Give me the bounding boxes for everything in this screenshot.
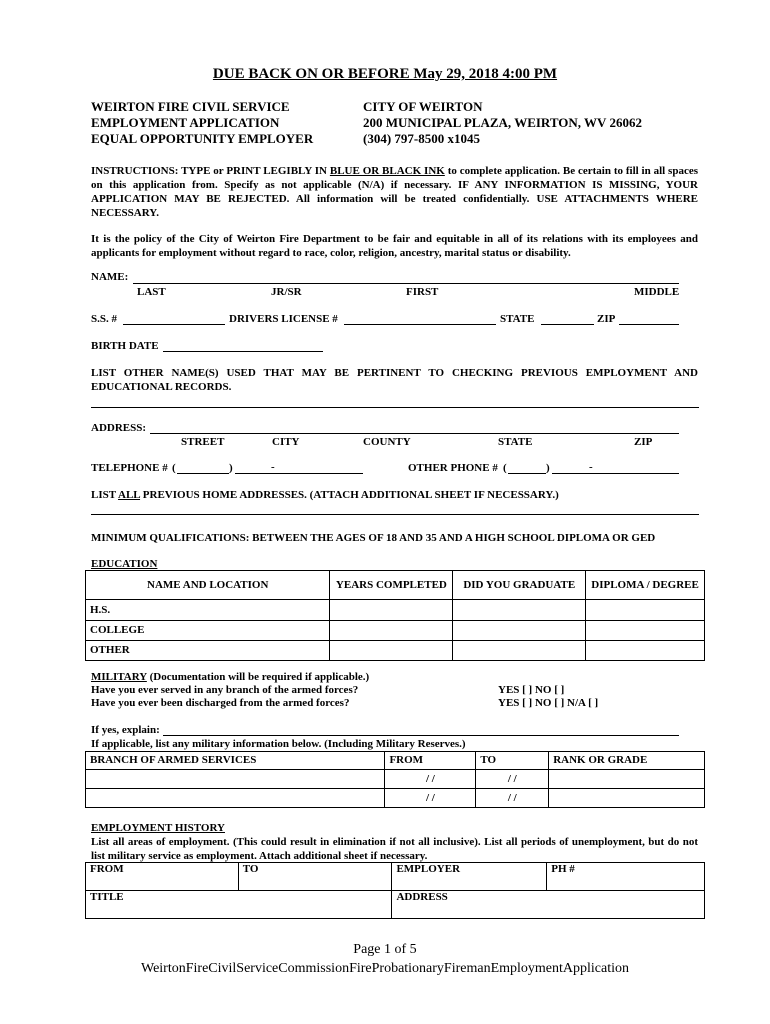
- instructions: [91, 164, 698, 220]
- education-row-label[interactable]: OTHER: [86, 641, 330, 661]
- previous-addresses-pre: LIST: [91, 489, 119, 501]
- due-date-title: DUE BACK ON OR BEFORE May 29, 2018 4:00 PM: [212, 66, 558, 82]
- employment-heading: EMPLOYMENT HISTORY: [91, 822, 225, 834]
- address-zip-caption: ZIP: [634, 436, 653, 448]
- education-cell[interactable]: [330, 641, 453, 661]
- instructions-prefix: INSTRUCTIONS: TYPE or PRINT LEGIBLY IN: [91, 165, 330, 177]
- education-cell[interactable]: [453, 641, 586, 661]
- previous-addresses-all: ALL: [118, 489, 141, 501]
- other-phone-dash: -: [589, 461, 593, 473]
- address-state-caption: STATE: [498, 436, 533, 448]
- instructions-rest: to complete application. Be certain to fill in all spaces on this application from. Specify as not applicable (N/A) if necessary. IF ANY INFORMATION IS MISSING, YOUR APPLICATION MAY BE REJECTED. All information will be treated confidentially. USE ATTACHMENTS WHERE NECESSARY.: [91, 165, 699, 219]
- telephone-number-field[interactable]: [235, 473, 363, 474]
- education-table: [85, 570, 705, 661]
- state-field[interactable]: [541, 324, 594, 325]
- employment-row: [86, 891, 705, 919]
- policy-statement: It is the policy of the City of Weirton Fire Department to be fair and equitable in all of its relations with its employees and applicants for employment without regard to race, color, religion, ancestry, marital status or disability.: [91, 233, 698, 259]
- education-cell[interactable]: [586, 600, 705, 621]
- header-right: [363, 99, 642, 147]
- other-phone-area-field[interactable]: [508, 473, 546, 474]
- military-row: [86, 789, 705, 808]
- name-label: NAME:: [91, 271, 129, 283]
- instructions-ink: BLUE OR BLACK INK: [329, 165, 445, 177]
- employment-title[interactable]: TITLE: [86, 891, 392, 919]
- education-cell[interactable]: [330, 600, 453, 621]
- telephone-paren-open: (: [172, 462, 176, 474]
- education-header-degree: DIPLOMA / DEGREE: [586, 571, 705, 600]
- military-heading-line: [91, 671, 369, 684]
- birth-date-label: BIRTH DATE: [91, 340, 159, 352]
- military-header-from: FROM: [385, 752, 476, 770]
- license-field[interactable]: [344, 324, 496, 325]
- military-from-cell[interactable]: / /: [385, 770, 476, 789]
- telephone-area-field[interactable]: [177, 473, 229, 474]
- military-cell[interactable]: [549, 789, 705, 808]
- header-right-line: (304) 797-8500 x1045: [363, 131, 480, 146]
- military-header-to: TO: [476, 752, 549, 770]
- address-field[interactable]: [150, 433, 679, 434]
- name-first-caption: FIRST: [406, 286, 439, 298]
- zip-field[interactable]: [619, 324, 679, 325]
- other-names-field[interactable]: [91, 407, 699, 408]
- employment-instructions: List all areas of employment. (This could result in elimination if not all inclusive). List all periods of unemployment, but do not list military service as employment. Attach additional sheet if necessary.: [91, 836, 698, 862]
- name-middle-caption: MIDDLE: [634, 286, 680, 298]
- education-header-row: [86, 571, 705, 600]
- previous-addresses-post: PREVIOUS HOME ADDRESSES. (ATTACH ADDITIONAL SHEET IF NECESSARY.): [140, 489, 559, 501]
- address-street-caption: STREET: [181, 436, 225, 448]
- military-table: [85, 751, 705, 808]
- page-number: Page 1 of 5: [353, 942, 417, 957]
- military-to-cell[interactable]: / /: [476, 789, 549, 808]
- license-label: DRIVERS LICENSE #: [229, 313, 338, 325]
- education-cell[interactable]: [453, 621, 586, 641]
- education-header-years: YEARS COMPLETED: [330, 571, 453, 600]
- education-row-label[interactable]: H.S.: [86, 600, 330, 621]
- military-answer-served[interactable]: YES [ ] NO [ ]: [498, 684, 565, 696]
- birth-date-field[interactable]: [163, 351, 323, 352]
- other-phone-label: OTHER PHONE #: [408, 462, 498, 474]
- header-left: [91, 99, 313, 147]
- header-left-line: EMPLOYMENT APPLICATION: [91, 115, 280, 130]
- ss-label: S.S. #: [91, 313, 117, 325]
- employment-address[interactable]: ADDRESS: [392, 891, 705, 919]
- header-right-line: 200 MUNICIPAL PLAZA, WEIRTON, WV 26062: [363, 115, 642, 130]
- military-answer-discharged[interactable]: YES [ ] NO [ ] N/A [ ]: [498, 697, 599, 709]
- employment-from[interactable]: FROM: [86, 863, 239, 891]
- other-names-label: LIST OTHER NAME(S) USED THAT MAY BE PERTINENT TO CHECKING PREVIOUS EMPLOYMENT AND EDUCATIONAL RECORDS.: [91, 367, 698, 393]
- education-cell[interactable]: [586, 621, 705, 641]
- education-header-graduate: DID YOU GRADUATE: [453, 571, 586, 600]
- address-city-caption: CITY: [272, 436, 300, 448]
- education-heading: EDUCATION: [91, 558, 158, 570]
- other-phone-number-field[interactable]: [552, 473, 679, 474]
- previous-addresses-label: [91, 489, 559, 502]
- other-phone-paren-close: ): [546, 462, 550, 474]
- document-name: WeirtonFireCivilServiceCommissionFireProbationaryFiremanEmploymentApplication: [140, 961, 630, 976]
- military-header-row: [86, 752, 705, 770]
- employment-phone[interactable]: PH #: [547, 863, 705, 891]
- header-right-line: CITY OF WEIRTON: [363, 99, 483, 114]
- education-row: [86, 641, 705, 661]
- military-header-branch: BRANCH OF ARMED SERVICES: [86, 752, 385, 770]
- address-label: ADDRESS:: [91, 422, 147, 434]
- military-cell[interactable]: [86, 770, 385, 789]
- education-cell[interactable]: [330, 621, 453, 641]
- military-from-cell[interactable]: / /: [385, 789, 476, 808]
- military-heading: MILITARY: [91, 671, 147, 683]
- name-field[interactable]: [133, 283, 679, 284]
- military-question-served: Have you ever served in any branch of the armed forces?: [91, 684, 359, 696]
- military-explain-field[interactable]: [163, 735, 679, 736]
- military-info-label: If applicable, list any military information below. (Including Military Reserves.): [91, 738, 466, 750]
- education-header-name: NAME AND LOCATION: [86, 571, 330, 600]
- employment-row: [86, 863, 705, 891]
- military-cell[interactable]: [549, 770, 705, 789]
- military-note: (Documentation will be required if applicable.): [146, 671, 370, 683]
- state-label: STATE: [500, 313, 535, 325]
- header-left-line: WEIRTON FIRE CIVIL SERVICE: [91, 99, 290, 114]
- ss-field[interactable]: [123, 324, 225, 325]
- employment-employer[interactable]: EMPLOYER: [392, 863, 547, 891]
- name-jrsr-caption: JR/SR: [271, 286, 302, 298]
- name-last-caption: LAST: [137, 286, 166, 298]
- education-row: [86, 621, 705, 641]
- other-phone-paren-open: (: [503, 462, 507, 474]
- military-to-cell[interactable]: / /: [476, 770, 549, 789]
- education-cell[interactable]: [453, 600, 586, 621]
- military-explain-label: If yes, explain:: [91, 724, 160, 736]
- telephone-label: TELEPHONE #: [91, 462, 168, 474]
- education-row-label[interactable]: COLLEGE: [86, 621, 330, 641]
- previous-addresses-field[interactable]: [91, 514, 699, 515]
- military-header-rank: RANK OR GRADE: [549, 752, 705, 770]
- header-left-line: EQUAL OPPORTUNITY EMPLOYER: [91, 131, 314, 146]
- military-cell[interactable]: [86, 789, 385, 808]
- military-row: [86, 770, 705, 789]
- employment-table: [85, 862, 705, 919]
- telephone-paren-close: ): [229, 462, 233, 474]
- address-county-caption: COUNTY: [363, 436, 411, 448]
- education-row: [86, 600, 705, 621]
- military-question-discharged: Have you ever been discharged from the armed forces?: [91, 697, 350, 709]
- minimum-qualifications: MINIMUM QUALIFICATIONS: BETWEEN THE AGES OF 18 AND 35 AND A HIGH SCHOOL DIPLOMA OR GED: [91, 532, 656, 544]
- zip-label: ZIP: [597, 313, 616, 325]
- employment-to[interactable]: TO: [238, 863, 392, 891]
- education-cell[interactable]: [586, 641, 705, 661]
- telephone-dash: -: [271, 461, 275, 473]
